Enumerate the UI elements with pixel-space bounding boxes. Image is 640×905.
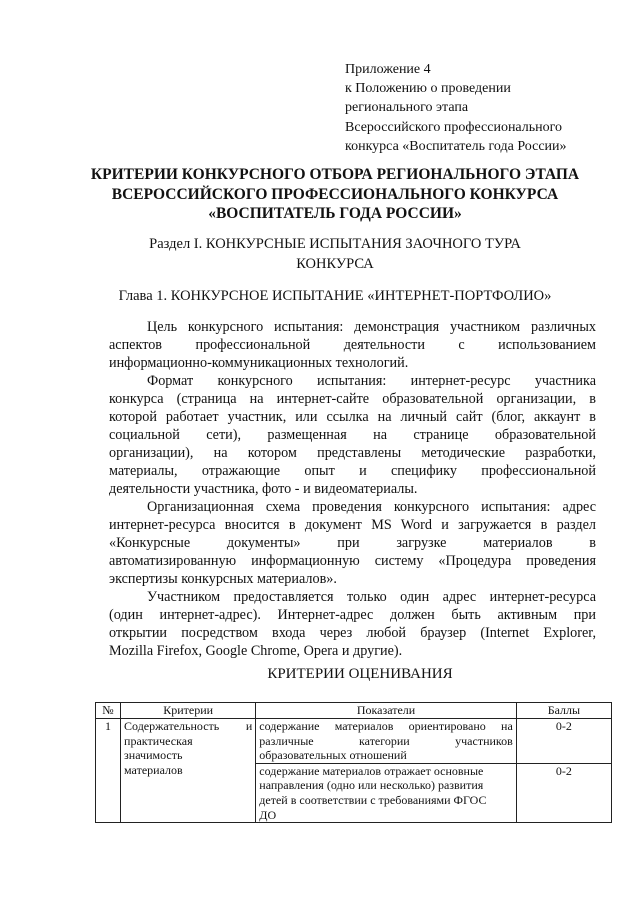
paragraph-line: (один интернет-адрес). Интернет-адрес должен быть активным при [109,607,596,623]
annex-line: Приложение 4 [345,62,431,77]
paragraph-line: которой работает участник, или ссылка на личный сайт (блог, аккаунт в [109,409,596,425]
document-title [60,165,610,224]
criteria-table [95,702,612,823]
header-num: № [96,703,121,719]
indicator-line: образовательных отношений [259,748,407,763]
paragraph-line: Цель конкурсного испытания: демонстрация участником различных [147,319,596,335]
section-heading [60,235,610,274]
criterion-line: материалов [124,762,183,777]
annex-line: Всероссийского профессионального [345,119,563,135]
paragraph-line: Участником предоставляется только один адрес интернет-ресурса [147,589,596,605]
title-line: «ВОСПИТАТЕЛЬ ГОДА РОССИИ» [208,205,462,222]
row-number: 1 [96,719,121,823]
points-cell: 0-2 [516,763,611,822]
criterion-line: значимость [124,748,183,763]
criterion-cell [121,719,256,823]
header-points: Баллы [516,703,611,719]
indicator-line: детей в соответствии с требованиями ФГОС [259,792,487,807]
paragraph-line: «Конкурсные документы» при загрузке материалов в [109,535,596,551]
criterion-line: Содержательность и [124,719,253,733]
body-text [109,318,596,660]
indicator-line: различные категории участников [259,733,513,748]
indicator-line: направления (одно или несколько) развития [259,778,484,793]
paragraph-line: информационно-коммуникационных технологий. [109,355,409,371]
table-header-row [96,703,612,719]
paragraph-line: интернет-ресурса вносится в документ MS Word и загружается в раздел [109,517,596,533]
paragraph-line: Формат конкурсного испытания: интернет-ресурс участника [147,373,596,389]
criteria-heading: КРИТЕРИИ ОЦЕНИВАНИЯ [267,666,453,682]
paragraph-line: открытии посредством входа через любой браузер (Internet Explorer, [109,625,596,641]
paragraph-line: организации), на котором представлены методические разработки, [109,445,596,461]
paragraph-line: социальной сети), размещенная на странице образовательной [109,427,596,443]
indicator-line: содержание материалов отражает основные [259,763,484,778]
header-criterion: Критерии [121,703,256,719]
indicator-line: ДО [259,807,277,822]
annex-line: конкурса «Воспитатель года России» [345,138,567,154]
title-line: ВСЕРОССИЙСКОГО ПРОФЕССИОНАЛЬНОГО КОНКУРСА [111,185,559,203]
section-line: Раздел I. КОНКУРСНЫЕ ИСПЫТАНИЯ ЗАОЧНОГО ТУРА [149,236,521,252]
paragraph-line: Mozilla Firefox, Google Chrome, Opera и другие). [109,643,403,659]
chapter-heading: Глава 1. КОНКУРСНОЕ ИСПЫТАНИЕ «ИНТЕРНЕТ-ПОРТФОЛИО» [118,288,552,304]
criterion-line: практическая [124,733,193,748]
paragraph-line: экспертизы конкурсных материалов». [109,571,337,587]
header-indicators: Показатели [256,703,517,719]
title-line: КРИТЕРИИ КОНКУРСНОГО ОТБОРА РЕГИОНАЛЬНОГО ЭТАПА [90,166,580,183]
paragraph-line: аспектов профессиональной деятельности с использованием [109,337,596,353]
annex-block [345,60,615,156]
table-row [96,719,612,764]
indicator-cell [256,763,517,822]
indicator-line: содержание материалов ориентировано на [259,719,513,733]
section-line: КОНКУРСА [296,255,374,272]
paragraph-line: Организационная схема проведения конкурсного испытания: адрес [147,499,596,515]
annex-line: регионального этапа [345,100,469,116]
paragraph-line: автоматизированную информационную систему «Процедура проведения [109,553,596,569]
paragraph-line: конкурса (страница на интернет-сайте образовательной организации, в [109,391,596,407]
paragraph-line: материалы, отражающие опыт и специфику профессиональной [109,463,596,479]
annex-line: к Положению о проведении [345,81,511,97]
indicator-cell [256,719,517,764]
points-cell: 0-2 [516,719,611,764]
paragraph-line: деятельности участника, фото - и видеоматериалы. [109,481,418,497]
